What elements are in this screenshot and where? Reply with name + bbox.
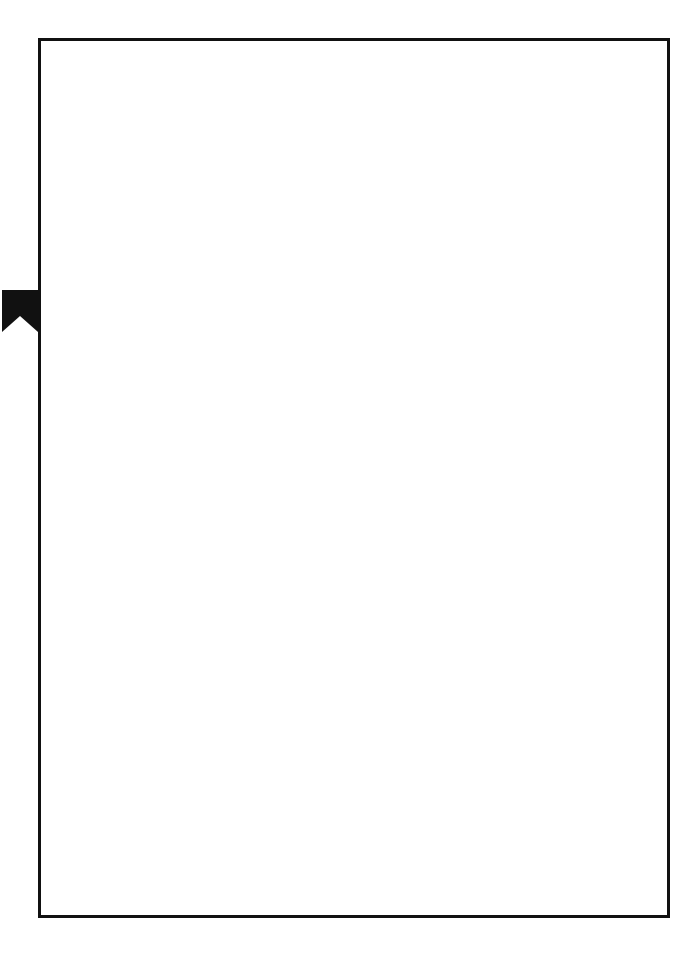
right-border — [667, 38, 670, 918]
margin-border — [38, 38, 41, 918]
fish-tail-mark — [2, 290, 38, 332]
top-border — [40, 38, 670, 41]
bottom-border — [40, 915, 670, 918]
